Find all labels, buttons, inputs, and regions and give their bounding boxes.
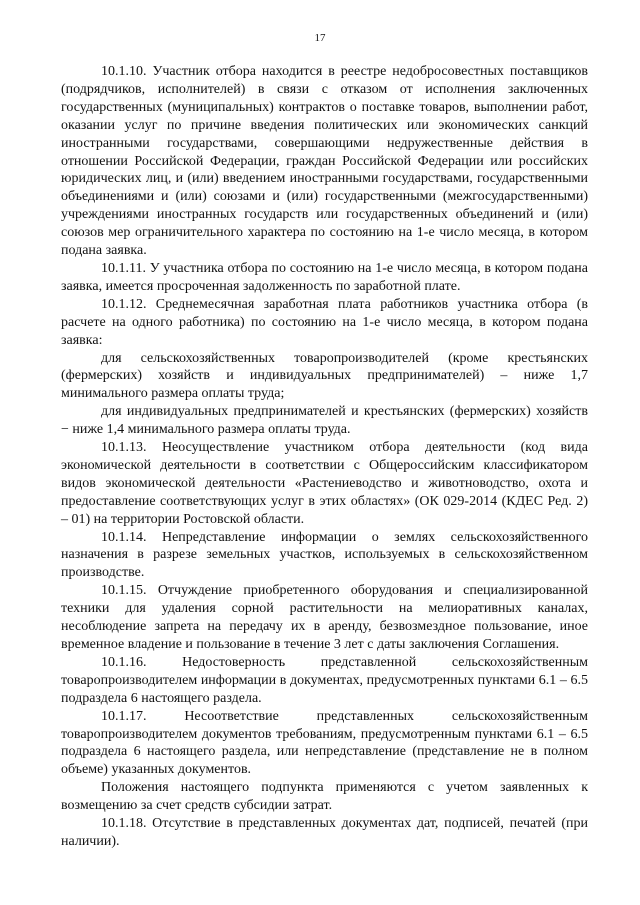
paragraph-10-1-15: 10.1.15. Отчуждение приобретенного оборудования и специализированной техники для удаления сорной растительности на мелиоративных каналах, несоблюдение запрета на передачу их в аренду, безвозмездное пользование, иное временное владение и пользование в течение 3 лет с даты заключения Соглашения. (61, 583, 588, 652)
document-body (61, 63, 588, 851)
paragraph-10-1-16: 10.1.16. Недостоверность представленной сельскохозяйственным товаропроизводителем информации в документах, предусмотренных пунктами 6.1 – 6.5 подраздела 6 настоящего раздела. (61, 654, 588, 706)
paragraph-subsection-note: Положения настоящего подпункта применяются с учетом заявленных к возмещению за счет средств субсидии затрат. (61, 780, 588, 814)
paragraph-10-1-10: 10.1.10. Участник отбора находится в реестре недобросовестных поставщиков (подрядчиков, исполнителей) в связи с отказом от исполнения заключенных государственных (муниципальных) контрактов о поставке товаров, выполнении работ, оказании услуг по причине введения политических или экономических санкций иностранными государствами, совершающими недружественные действия в отношении Российской Федерации, граждан Российской Федерации или российских юридических лиц, и (или) введением иностранными государствами, государственными объединениями и (или) союзами и (или) государственными (межгосударственными) учреждениями иностранных государств или государственных объединений и (или) союзов мер ограничительного характера по состоянию на 1-е число месяца, в котором подана заявка. (61, 64, 588, 259)
paragraph-10-1-13: 10.1.13. Неосуществление участником отбора деятельности (код вида экономической деятельности в соответствии с Общероссийским классификатором видов экономической деятельности «Растениеводство и животноводство, охота и предоставление соответствующих услуг в этих областях» (ОК 029-2014 (КДЕС Ред. 2) – 01) на территории Ростовской области. (61, 440, 588, 527)
paragraph-10-1-17: 10.1.17. Несоответствие представленных сельскохозяйственным товаропроизводителем документов требованиям, предусмотренным пунктами 6.1 – 6.5 подраздела 6 настоящего раздела, или непредставление (представление не в полном объеме) указанных документов. (61, 708, 588, 778)
paragraph-10-1-12-agri-producers: для сельскохозяйственных товаропроизводителей (кроме крестьянских (фермерских) хозяйств и индивидуальных предпринимателей) – ниже 1,7 минимального размера оплаты труда; (61, 350, 588, 402)
paragraph-10-1-18: 10.1.18. Отсутствие в представленных документах дат, подписей, печатей (при наличии). (61, 816, 588, 849)
paragraph-10-1-14: 10.1.14. Непредставление информации о землях сельскохозяйственного назначения в разрезе земельных участков, используемых в сельскохозяйственном производстве. (61, 529, 588, 581)
paragraph-10-1-12-entrepreneurs: для индивидуальных предпринимателей и крестьянских (фермерских) хозяйств − ниже 1,4 минимального размера оплаты труда. (61, 404, 588, 438)
paragraph-10-1-11: 10.1.11. У участника отбора по состоянию на 1-е число месяца, в котором подана заявка, имеется просроченная задолженность по заработной плате. (61, 260, 588, 294)
page-number: 17 (314, 32, 326, 44)
paragraph-10-1-12: 10.1.12. Среднемесячная заработная плата работников участника отбора (в расчете на одного работника) по состоянию на 1-е число месяца, в котором подана заявка: (61, 296, 588, 348)
